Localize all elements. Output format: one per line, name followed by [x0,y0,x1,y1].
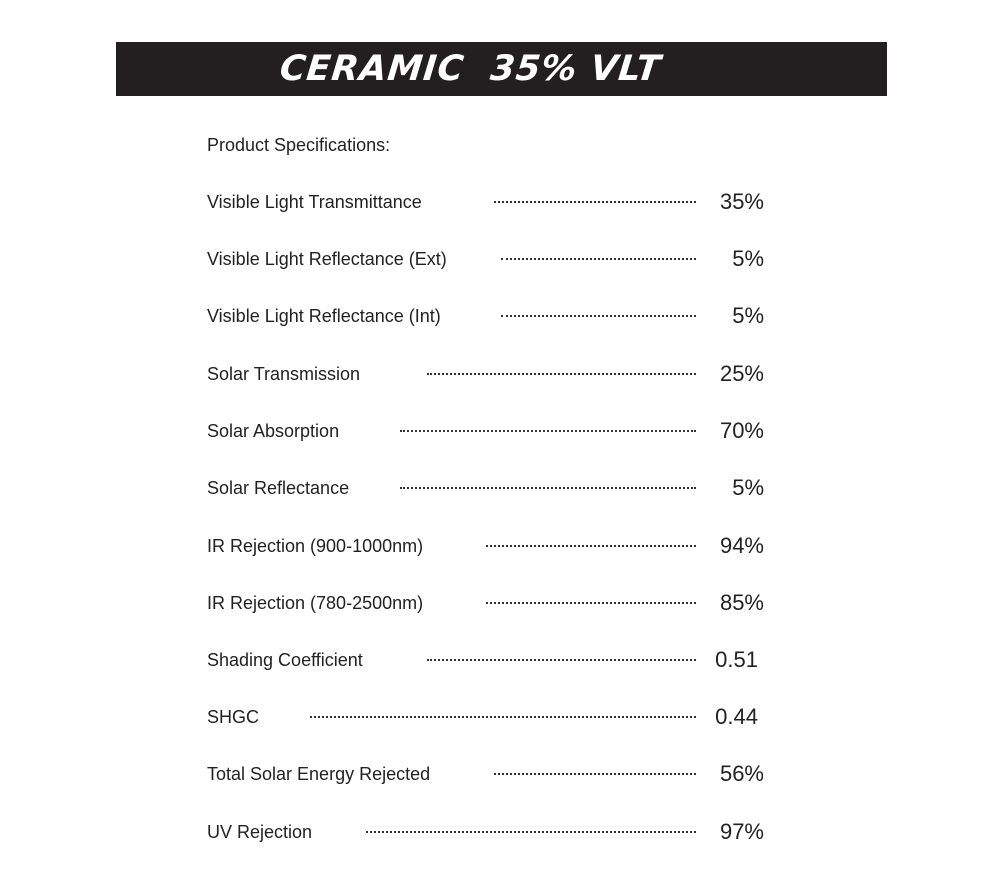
spec-value: 5% [732,246,764,271]
banner-title: CERAMIC 35% VLT [277,49,664,89]
dot-leader [400,487,696,489]
spec-row [0,474,1002,502]
dot-leader [486,602,696,604]
spec-value: 97% [719,819,764,844]
dot-leader [310,716,696,718]
spec-value: 0.51 [715,647,758,672]
spec-row [0,188,1002,216]
spec-label: Solar Transmission [207,364,361,384]
spec-row [0,417,1002,445]
spec-row [0,589,1002,617]
spec-value: 25% [719,361,764,386]
spec-label: Shading Coefficient [207,650,363,670]
spec-label: Visible Light Reflectance (Int) [207,306,441,326]
dot-leader [427,373,696,375]
spec-row [0,245,1002,273]
spec-label: SHGC [207,707,260,727]
spec-value: 35% [719,189,764,214]
spec-value: 5% [732,303,764,328]
dot-leader [501,258,696,260]
dot-leader [501,315,696,317]
spec-value: 94% [719,533,764,558]
spec-row [0,818,1002,846]
spec-label: Solar Reflectance [207,478,350,498]
spec-label: Solar Absorption [207,421,340,441]
spec-row [0,646,1002,674]
spec-label: IR Rejection (900-1000nm) [207,536,424,556]
section-subtitle: Product Specifications: [207,135,391,155]
spec-row [0,360,1002,388]
spec-value: 5% [732,475,764,500]
spec-label: Visible Light Reflectance (Ext) [207,249,447,269]
dot-leader [400,430,696,432]
spec-row [0,302,1002,330]
dot-leader [427,659,696,661]
spec-row [0,532,1002,560]
spec-label: Visible Light Transmittance [207,192,422,212]
spec-row [0,760,1002,788]
spec-row [0,703,1002,731]
dot-leader [494,201,696,203]
spec-value: 85% [719,590,764,615]
spec-value: 70% [719,418,764,443]
dot-leader [366,831,696,833]
spec-label: IR Rejection (780-2500nm) [207,593,424,613]
dot-leader [486,545,696,547]
spec-label: UV Rejection [207,822,313,842]
dot-leader [494,773,696,775]
spec-value: 0.44 [715,704,758,729]
spec-value: 56% [719,761,764,786]
spec-label: Total Solar Energy Rejected [207,764,431,784]
